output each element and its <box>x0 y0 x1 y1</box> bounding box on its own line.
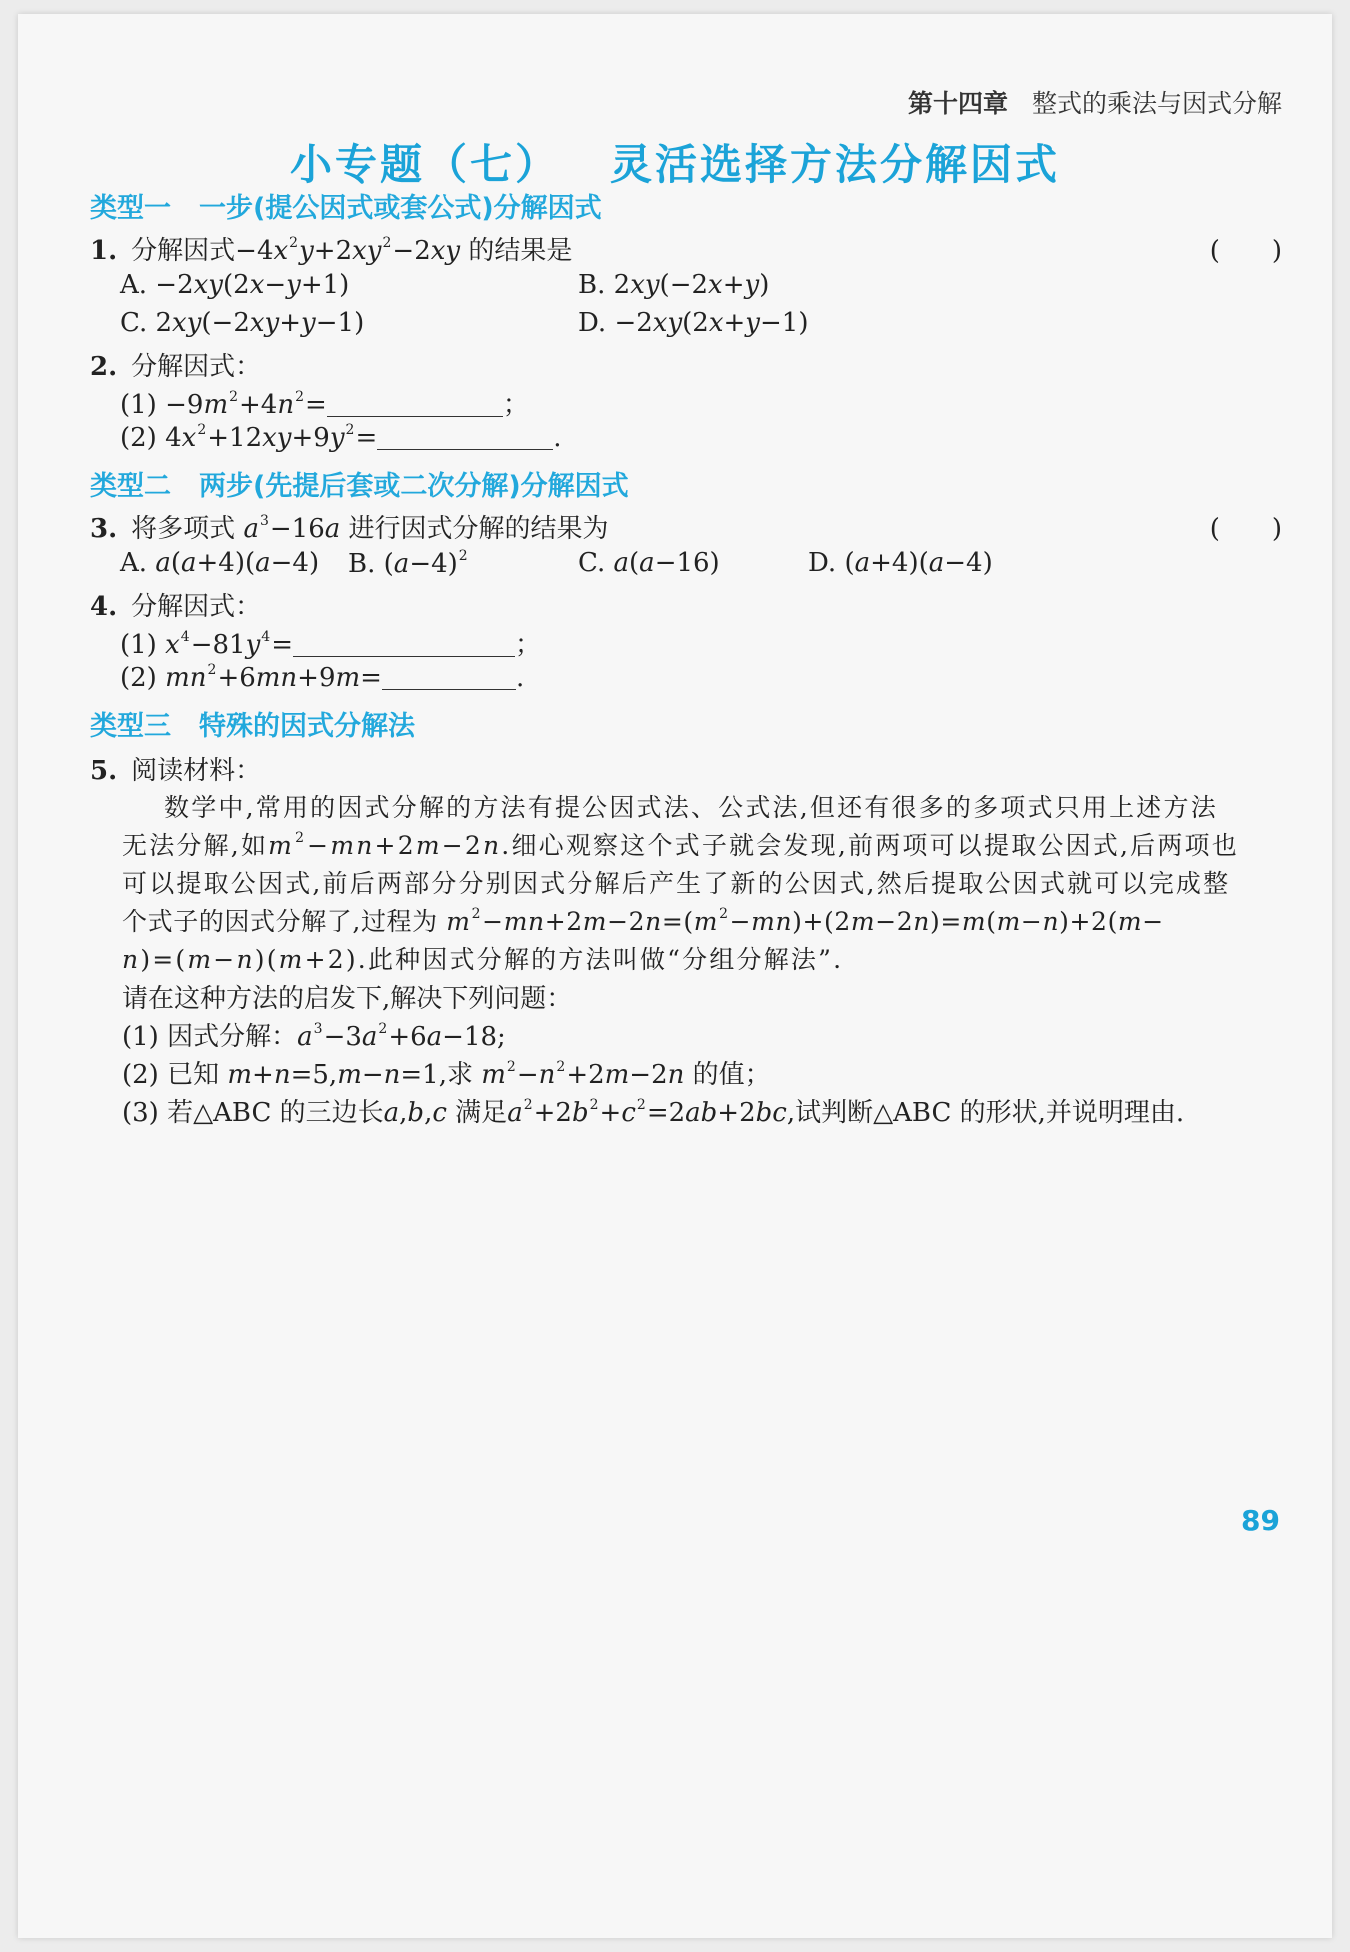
question-5-stem: 5. 阅读材料： <box>90 756 262 786</box>
answer-blank[interactable] <box>293 630 515 657</box>
question-2-stem: 2. 分解因式： <box>90 352 262 382</box>
section-heading-2: 类型二 两步(先提后套或二次分解)分解因式 <box>90 471 629 502</box>
chapter-header <box>908 84 1282 120</box>
reading-paragraph-line-5: n)=(m−n)(m+2).此种因式分解的方法叫做“分组分解法”. <box>122 945 844 974</box>
answer-blank[interactable] <box>382 663 516 690</box>
question-3-stem: 3. 将多项式 $a^3-16a$ 进行因式分解的结果为 <box>90 513 609 544</box>
q1-option-c[interactable]: C. 2xy(−2xy+y−1) <box>120 308 365 338</box>
q2-part1: $(1) -9m^2+4n^2=$ ； <box>120 389 529 420</box>
reading-paragraph-line-4: 个式子的因式分解了,过程为 $m^2-mn+2m-2n=(m^2-mn)+(2m-2n)=m(m-n)+2(m-$ <box>122 906 1164 936</box>
q5-prompt: 请在这种方法的启发下,解决下列问题： <box>122 984 573 1014</box>
q4-part1: (1) $x^4-81y^4=$ ； <box>120 629 542 660</box>
answer-paren-q1[interactable]: ( ) <box>1209 236 1282 266</box>
q1-option-d[interactable]: D. −2xy(2x+y−1) <box>578 308 809 338</box>
chapter-number: 第十四章 <box>907 89 1008 118</box>
q3-option-b[interactable]: B. $(a-4)^2$ <box>348 548 468 579</box>
textbook-page <box>18 14 1332 1938</box>
q1-option-a[interactable]: A. −2xy(2x−y+1) <box>120 270 350 300</box>
title-part2: 灵活选择方法分解因式 <box>610 140 1061 189</box>
reading-paragraph-line-3: 可以提取公因式,前后两部分分别因式分解后产生了新的公因式,然后提取公因式就可以完成整 <box>122 869 1231 898</box>
answer-paren-q3[interactable]: ( ) <box>1209 514 1282 544</box>
section-heading-3: 类型三 特殊的因式分解法 <box>90 711 415 742</box>
question-4-stem: 4. 分解因式： <box>90 592 262 622</box>
math-expression: $-4x^2y+2xy^2-2xy$ <box>235 235 461 266</box>
q4-part2: (2) $mn^2+6mn+9m=$ . <box>120 662 525 693</box>
q1-option-b[interactable]: B. 2xy(−2x+y) <box>578 270 770 300</box>
q3-option-a[interactable]: A. a(a+4)(a−4) <box>120 548 320 578</box>
question-1-stem: 1. 分解因式$-4x^2y+2xy^2-2xy$ 的结果是 <box>90 235 573 266</box>
chapter-title: 整式的乘法与因式分解 <box>1031 89 1282 118</box>
q5-part3: (3) 若△ABC 的三边长a,b,c 满足$a^2+2b^2+c^2=2ab+2bc$,试判断△ABC 的形状,并说明理由. <box>122 1097 1185 1128</box>
q3-option-c[interactable]: C. a(a−16) <box>578 548 720 578</box>
section-heading-1: 类型一 一步(提公因式或套公式)分解因式 <box>90 193 602 224</box>
page-title <box>18 132 1332 192</box>
q2-part2: (2) $4x^2+12xy+9y^2=$ . <box>120 422 562 453</box>
title-part1: 小专题（七） <box>289 140 560 189</box>
q5-part2: (2) 已知 m+n=5,m−n=1,求 $m^2-n^2+2m-2n$ 的值； <box>122 1059 771 1090</box>
answer-blank[interactable] <box>327 390 503 417</box>
answer-blank[interactable] <box>377 423 553 450</box>
q3-option-d[interactable]: D. (a+4)(a−4) <box>808 548 993 578</box>
page-number: 89 <box>1241 1504 1280 1537</box>
q5-part1: (1) 因式分解：$a^3-3a^2+6a-18$; <box>122 1021 506 1052</box>
reading-paragraph-line-2: 无法分解,如$m^2-mn+2m-2n$.细心观察这个式子就会发现,前两项可以提取公因式,后两项也 <box>122 830 1239 860</box>
reading-paragraph-line-1: 数学中,常用的因式分解的方法有提公因式法、公式法,但还有很多的多项式只用上述方法 <box>164 793 1218 822</box>
